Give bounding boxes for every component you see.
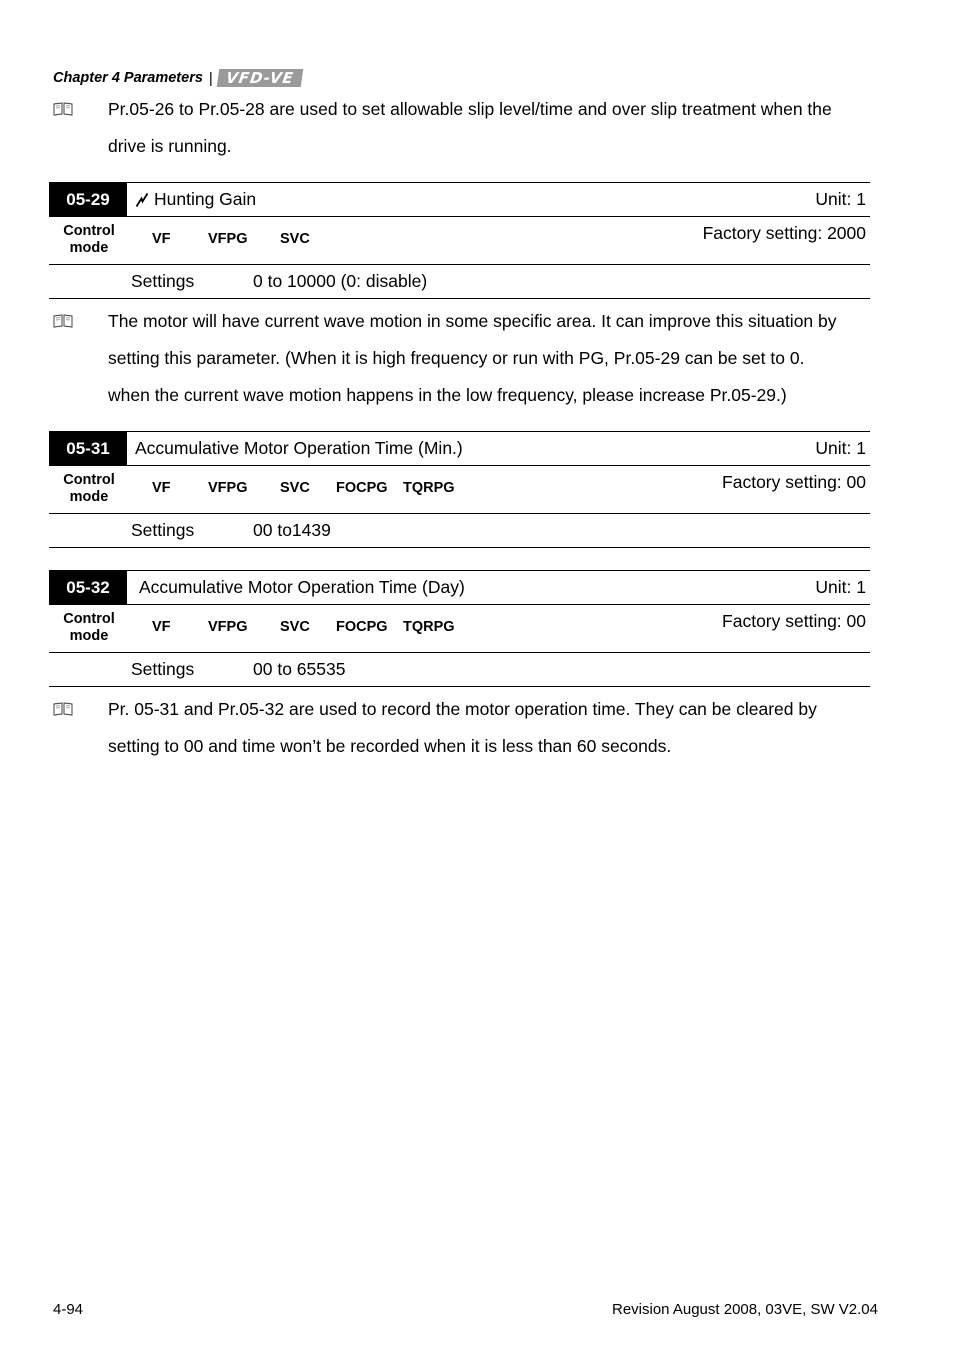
mode-vfpg: VFPG bbox=[208, 619, 248, 635]
mode-tqrpg: TQRPG bbox=[403, 480, 455, 496]
note-line: Pr.05-26 to Pr.05-28 are used to set allowable slip level/time and over slip treatment when the bbox=[108, 99, 832, 119]
param-05-31 bbox=[49, 431, 870, 548]
mode-tqrpg: TQRPG bbox=[403, 619, 455, 635]
settings-value: 0 to 10000 (0: disable) bbox=[253, 271, 428, 291]
page-header bbox=[53, 68, 302, 88]
settings-label: Settings bbox=[131, 271, 195, 291]
note-text bbox=[108, 91, 883, 165]
product-logo: VFD-VE bbox=[217, 69, 304, 87]
param-05-29 bbox=[49, 182, 870, 299]
runtime-edit-icon bbox=[135, 192, 149, 208]
book-icon bbox=[53, 702, 73, 716]
book-icon bbox=[53, 102, 73, 116]
control-mode-label: Control mode bbox=[63, 611, 115, 644]
param-header-row bbox=[49, 182, 870, 217]
mode-focpg: FOCPG bbox=[336, 619, 388, 635]
settings-label: Settings bbox=[131, 520, 195, 540]
control-mode-row bbox=[49, 217, 870, 265]
param-name: Accumulative Motor Operation Time (Min.) bbox=[135, 438, 463, 458]
param-id: 05-32 bbox=[49, 570, 127, 605]
note-line: when the current wave motion happens in the low frequency, please increase Pr.05-29.) bbox=[108, 385, 787, 405]
note-line: drive is running. bbox=[108, 136, 232, 156]
factory-setting: Factory setting: 00 bbox=[722, 472, 866, 492]
settings-label: Settings bbox=[131, 659, 195, 679]
param-header-row bbox=[49, 431, 870, 466]
mode-vf: VF bbox=[152, 480, 171, 496]
note-text bbox=[108, 691, 883, 765]
factory-setting: Factory setting: 2000 bbox=[702, 223, 866, 243]
mode-svc: SVC bbox=[280, 480, 310, 496]
control-mode-label: Control mode bbox=[63, 223, 115, 256]
note-text bbox=[108, 303, 883, 414]
param-unit: Unit: 1 bbox=[815, 577, 866, 597]
note-operation-time bbox=[53, 691, 883, 765]
header-separator: | bbox=[208, 69, 213, 87]
control-mode-row bbox=[49, 605, 870, 653]
settings-value: 00 to 65535 bbox=[253, 659, 346, 679]
settings-value: 00 to1439 bbox=[253, 520, 331, 540]
factory-setting: Factory setting: 00 bbox=[722, 611, 866, 631]
revision-info: Revision August 2008, 03VE, SW V2.04 bbox=[612, 1301, 878, 1318]
chapter-title: Chapter 4 Parameters bbox=[53, 70, 203, 86]
param-id: 05-31 bbox=[49, 431, 127, 466]
book-icon bbox=[53, 314, 73, 328]
note-line: setting this parameter. (When it is high frequency or run with PG, Pr.05-29 can be set to 0. bbox=[108, 348, 805, 368]
mode-vfpg: VFPG bbox=[208, 231, 248, 247]
mode-focpg: FOCPG bbox=[336, 480, 388, 496]
mode-vf: VF bbox=[152, 619, 171, 635]
param-name-text: Hunting Gain bbox=[154, 189, 257, 209]
mode-vf: VF bbox=[152, 231, 171, 247]
param-unit: Unit: 1 bbox=[815, 438, 866, 458]
page-number: 4-94 bbox=[53, 1301, 84, 1318]
param-05-32 bbox=[49, 570, 870, 687]
note-line: setting to 00 and time won’t be recorded when it is less than 60 seconds. bbox=[108, 736, 672, 756]
param-unit: Unit: 1 bbox=[815, 189, 866, 209]
param-header-row bbox=[49, 570, 870, 605]
settings-row bbox=[49, 265, 870, 299]
note-line: Pr. 05-31 and Pr.05-32 are used to record the motor operation time. They can be cleared by bbox=[108, 699, 817, 719]
param-name bbox=[135, 183, 256, 216]
param-name: Accumulative Motor Operation Time (Day) bbox=[139, 577, 465, 597]
settings-row bbox=[49, 514, 870, 548]
note-line: The motor will have current wave motion in some specific area. It can improve this situation by bbox=[108, 311, 837, 331]
param-id: 05-29 bbox=[49, 182, 127, 217]
note-hunting-gain bbox=[53, 303, 883, 414]
mode-vfpg: VFPG bbox=[208, 480, 248, 496]
control-mode-row bbox=[49, 466, 870, 514]
settings-row bbox=[49, 653, 870, 687]
control-mode-label: Control mode bbox=[63, 472, 115, 505]
mode-svc: SVC bbox=[280, 619, 310, 635]
note-slip-level bbox=[53, 91, 883, 165]
mode-svc: SVC bbox=[280, 231, 310, 247]
